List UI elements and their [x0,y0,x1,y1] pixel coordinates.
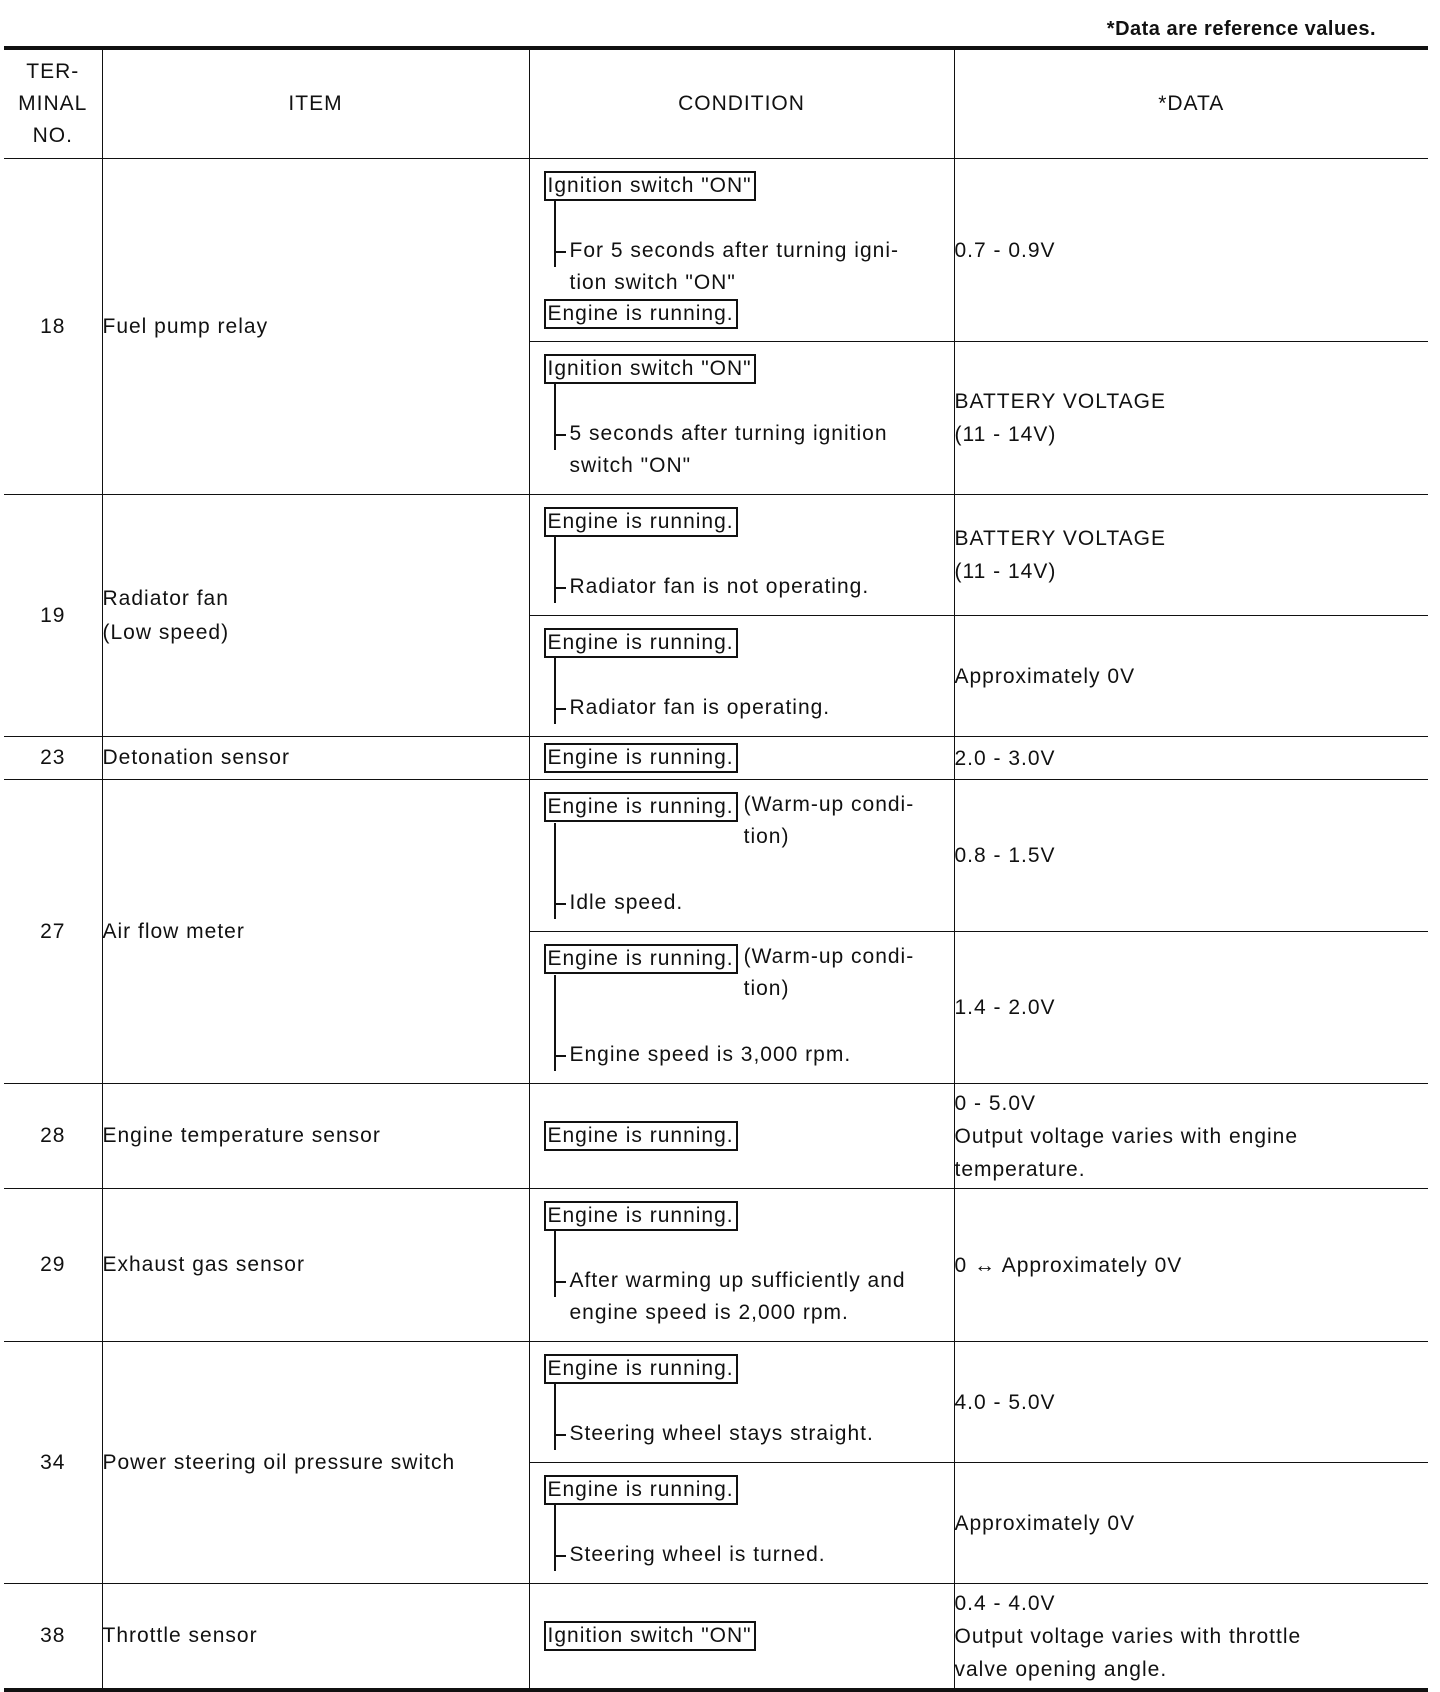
condition-connector [554,658,940,724]
condition-detail: 5 seconds after turning ignition [556,418,940,450]
condition-connector [554,201,940,267]
table-row [4,780,1428,932]
item-label: Air flow meter [102,780,529,1084]
condition-connector [554,537,940,603]
item-label: Power steering oil pressure switch [102,1342,529,1584]
condition-box: Engine is running. [544,507,738,537]
terminal-number: 34 [4,1342,102,1584]
condition-box: Engine is running. [544,628,738,658]
data-value: 0.7 - 0.9V [954,159,1428,342]
data-value: 1.4 - 2.0V [954,932,1428,1084]
condition-connector [554,975,940,1071]
header-row [4,48,1428,159]
condition-detail: Engine speed is 3,000 rpm. [556,1039,940,1071]
condition-box: Engine is running. [544,1354,738,1384]
condition-connector [554,384,940,450]
condition-cell [529,780,954,932]
condition-detail-cont: switch "ON" [569,454,692,477]
terminal-number: 19 [4,495,102,737]
condition-detail: Radiator fan is operating. [556,692,940,724]
reference-note: *Data are reference values. [1106,18,1376,40]
data-value: 4.0 - 5.0V [954,1342,1428,1463]
data-value: 2.0 - 3.0V [954,737,1428,780]
terminal-number: 29 [4,1189,102,1342]
data-value: Approximately 0V [954,616,1428,737]
condition-detail: For 5 seconds after turning igni- [556,235,940,267]
data-value: 0.8 - 1.5V [954,780,1428,932]
terminal-number: 27 [4,780,102,1084]
condition-box: Engine is running. [544,1201,738,1231]
ecu-terminal-table [4,46,1428,1692]
condition-box: Engine is running. [544,792,738,822]
condition-cell [529,495,954,616]
condition-cell [529,1084,954,1189]
condition-box: Engine is running. [544,299,738,329]
data-value: BATTERY VOLTAGE (11 - 14V) [954,495,1428,616]
condition-detail-cont: tion switch "ON" [569,271,736,294]
table-row [4,1189,1428,1342]
condition-cell [529,1584,954,1691]
condition-box: Engine is running. [544,1121,738,1151]
terminal-number: 38 [4,1584,102,1691]
condition-connector [554,823,940,919]
table-row [4,159,1428,342]
condition-connector [554,1384,940,1450]
condition-detail-cont: engine speed is 2,000 rpm. [569,1301,849,1324]
item-label: Throttle sensor [102,1584,529,1691]
data-value: BATTERY VOLTAGE (11 - 14V) [954,342,1428,495]
condition-detail: After warming up sufficiently and [556,1265,940,1297]
table-row [4,1342,1428,1463]
condition-detail: Steering wheel stays straight. [556,1418,940,1450]
condition-connector [554,1505,940,1571]
condition-cell [529,1463,954,1584]
item-label: Detonation sensor [102,737,529,780]
header-terminal-no: TER- MINAL NO. [4,48,102,159]
item-label: Exhaust gas sensor [102,1189,529,1342]
condition-cell [529,737,954,780]
condition-detail: Radiator fan is not operating. [556,571,940,603]
condition-cell [529,342,954,495]
table-row [4,1584,1428,1691]
condition-box: Ignition switch "ON" [544,171,756,201]
table-row [4,737,1428,780]
item-label: Engine temperature sensor [102,1084,529,1189]
condition-box: Ignition switch "ON" [544,1621,756,1651]
data-value: 0.4 - 4.0V Output voltage varies with throttle valve opening angle. [954,1584,1428,1691]
terminal-number: 23 [4,737,102,780]
terminal-number: 18 [4,159,102,495]
condition-note: (Warm-up condi- tion) [743,945,915,1000]
header-item: ITEM [102,48,529,159]
item-label: Fuel pump relay [102,159,529,495]
header-data: *DATA [954,48,1428,159]
condition-detail: Idle speed. [556,887,940,919]
condition-cell [529,1189,954,1342]
condition-note: (Warm-up condi- tion) [743,793,915,848]
header-condition: CONDITION [529,48,954,159]
condition-cell [529,616,954,737]
data-value: Approximately 0V [954,1463,1428,1584]
data-value: 0 ↔ Approximately 0V [954,1189,1428,1342]
condition-cell [529,1342,954,1463]
condition-connector [554,1231,940,1297]
condition-cell [529,932,954,1084]
item-label: Radiator fan (Low speed) [102,495,529,737]
condition-box: Engine is running. [544,743,738,773]
data-value: 0 - 5.0V Output voltage varies with engine temperature. [954,1084,1428,1189]
condition-detail: Steering wheel is turned. [556,1539,940,1571]
condition-box: Ignition switch "ON" [544,354,756,384]
condition-cell [529,159,954,342]
condition-box: Engine is running. [544,1475,738,1505]
terminal-number: 28 [4,1084,102,1189]
table-row [4,495,1428,616]
condition-box: Engine is running. [544,944,738,974]
table-row [4,1084,1428,1189]
